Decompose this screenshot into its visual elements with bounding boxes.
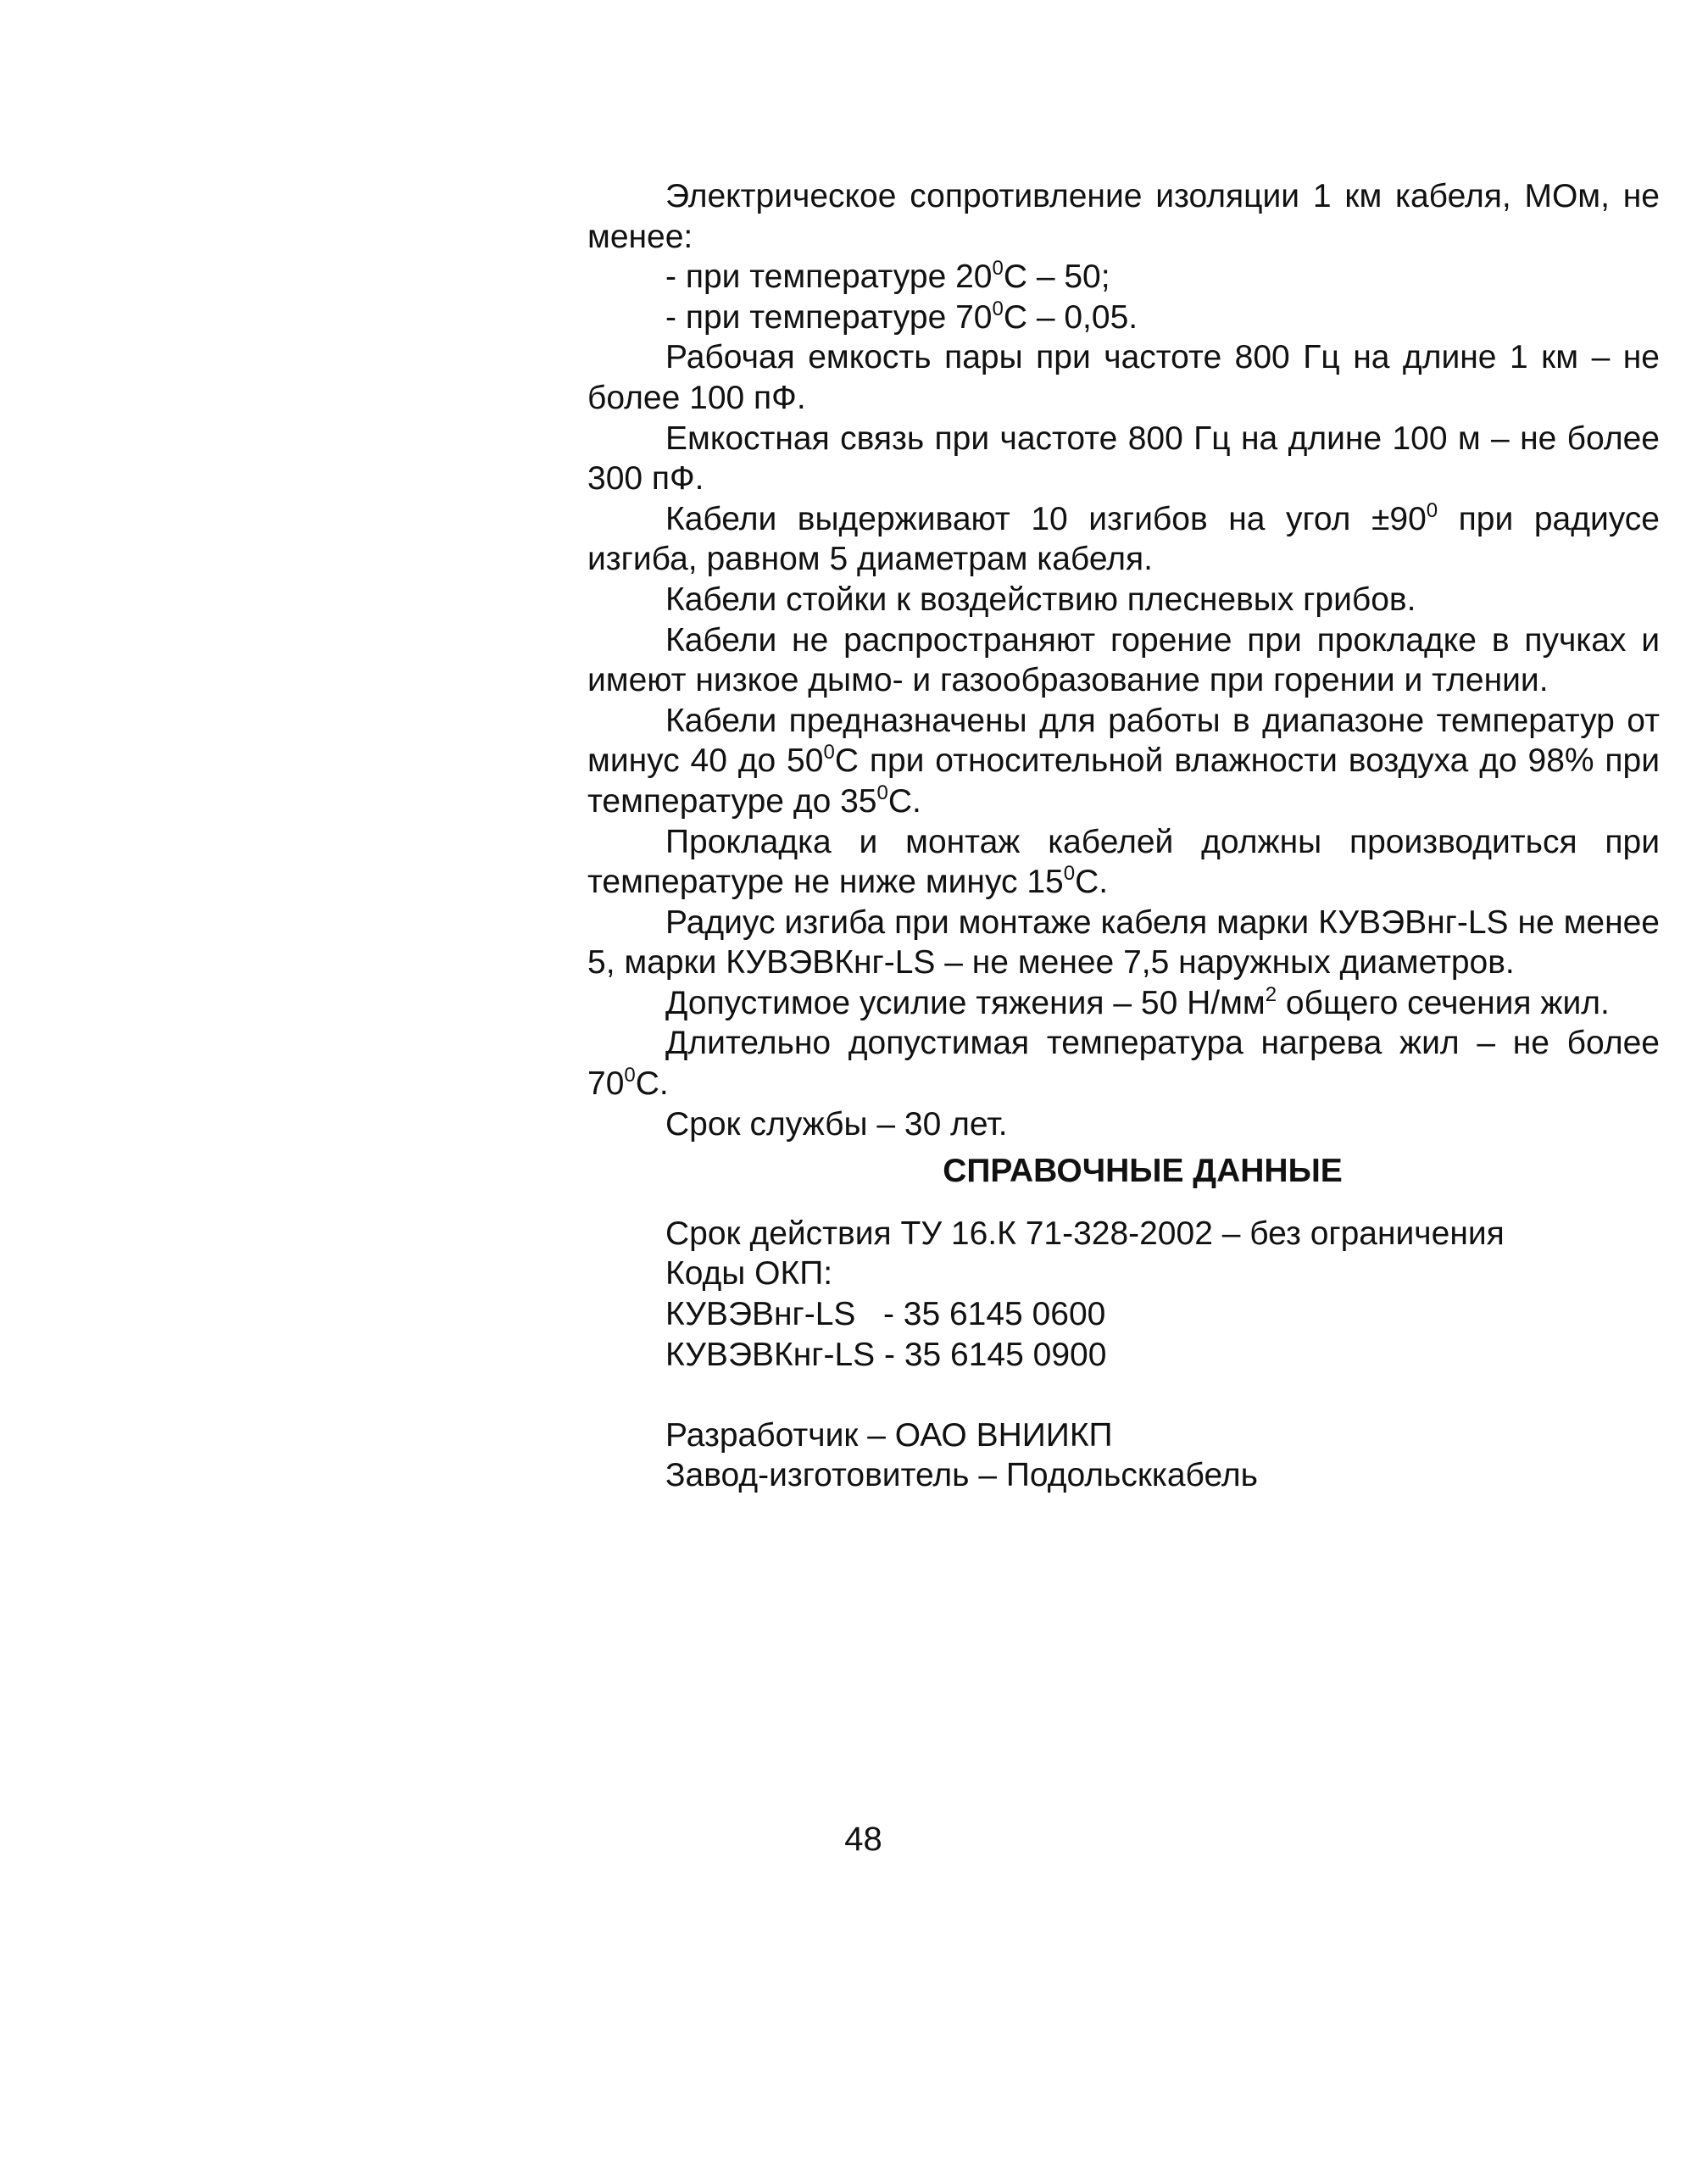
temp-range-prefix: Кабели предназначены для работы в диапазоне температур от минус 40 до 50 bbox=[587, 702, 1660, 780]
okp-code-kuvevng: КУВЭВнг-LS - 35 6145 0600 bbox=[665, 1296, 1106, 1333]
temp-range-suffix: С. bbox=[887, 782, 921, 820]
resistance-20c-item bbox=[587, 257, 1660, 297]
fire-safety-text: Кабели не распространяют горение при прокладке в пучках и имеют низкое дымо- и газообразование при горении и тлении. bbox=[587, 621, 1660, 699]
degree-superscript: 0 bbox=[1426, 498, 1438, 522]
degree-superscript: 0 bbox=[1063, 862, 1076, 886]
page-number: 48 bbox=[844, 1821, 882, 1858]
degree-superscript: 0 bbox=[823, 741, 835, 765]
resistance-20c-prefix: - при температуре 20 bbox=[665, 259, 993, 296]
degree-superscript: 0 bbox=[992, 257, 1004, 281]
installation-suffix: С. bbox=[1075, 864, 1109, 901]
installation-temperature-text bbox=[587, 822, 1660, 903]
pull-force-prefix: Допустимое усилие тяжения – 50 Н/мм bbox=[665, 984, 1266, 1021]
installation-prefix: Прокладка и монтаж кабелей должны производиться при температуре не ниже минус 15 bbox=[587, 823, 1660, 901]
squared-superscript: 2 bbox=[1265, 982, 1277, 1006]
temp-range-middle: С при относительной влажности воздуха до 98% при температуре до 35 bbox=[587, 742, 1660, 820]
resistance-20c-suffix: С – 50; bbox=[1003, 259, 1110, 296]
tu-validity-text: Срок действия ТУ 16.К 71-328-2002 – без ограничения bbox=[665, 1215, 1505, 1252]
okp-code-kuvevkng: КУВЭВКнг-LS - 35 6145 0900 bbox=[665, 1336, 1107, 1373]
pull-force-text bbox=[587, 983, 1660, 1024]
insulation-resistance-text: Электрическое сопротивление изоляции 1 км кабеля, МОм, не менее: bbox=[587, 178, 1660, 255]
resistance-70c-item bbox=[587, 297, 1660, 338]
resistance-70c-prefix: - при температуре 70 bbox=[665, 298, 993, 336]
developer-text: Разработчик – ОАО ВНИИКП bbox=[665, 1416, 1113, 1454]
mold-resistance-text: Кабели стойки к воздействию плесневых грибов. bbox=[665, 581, 1416, 618]
document-body bbox=[587, 176, 1660, 1496]
bends-suffix: при радиусе изгиба, равном 5 диаметрам кабеля. bbox=[587, 500, 1660, 578]
bend-radius-text: Радиус изгиба при монтаже кабеля марки КУВЭВнг-LS не менее 5, марки КУВЭВКнг-LS – не менее 7,5 наружных диаметров. bbox=[587, 904, 1660, 981]
heating-temperature-text bbox=[587, 1023, 1660, 1104]
degree-superscript: 0 bbox=[624, 1064, 636, 1087]
resistance-70c-suffix: С – 0,05. bbox=[1003, 298, 1138, 336]
bends-prefix: Кабели выдерживают 10 изгибов на угол ±90 bbox=[665, 500, 1427, 537]
bends-text bbox=[587, 499, 1660, 580]
reference-heading: СПРАВОЧНЫЕ ДАННЫЕ bbox=[943, 1153, 1343, 1190]
degree-superscript: 0 bbox=[876, 781, 888, 804]
working-capacity-text: Рабочая емкость пары при частоте 800 Гц на длине 1 км – не более 100 пФ. bbox=[587, 339, 1660, 416]
manufacturer-text: Завод-изготовитель – Подольсккабель bbox=[665, 1457, 1258, 1494]
spacer bbox=[587, 1375, 1660, 1415]
degree-superscript: 0 bbox=[992, 297, 1004, 320]
pull-force-suffix: общего сечения жил. bbox=[1277, 984, 1610, 1021]
temperature-range-text bbox=[587, 701, 1660, 822]
service-life-text: Срок службы – 30 лет. bbox=[665, 1105, 1008, 1143]
heating-suffix: С. bbox=[635, 1065, 669, 1103]
okp-label: Коды ОКП: bbox=[665, 1255, 833, 1293]
heating-prefix: Длительно допустимая температура нагрева жил – не более 70 bbox=[587, 1025, 1660, 1103]
capacitive-coupling-text: Емкостная связь при частоте 800 Гц на длине 100 м – не более 300 пФ. bbox=[587, 420, 1660, 498]
